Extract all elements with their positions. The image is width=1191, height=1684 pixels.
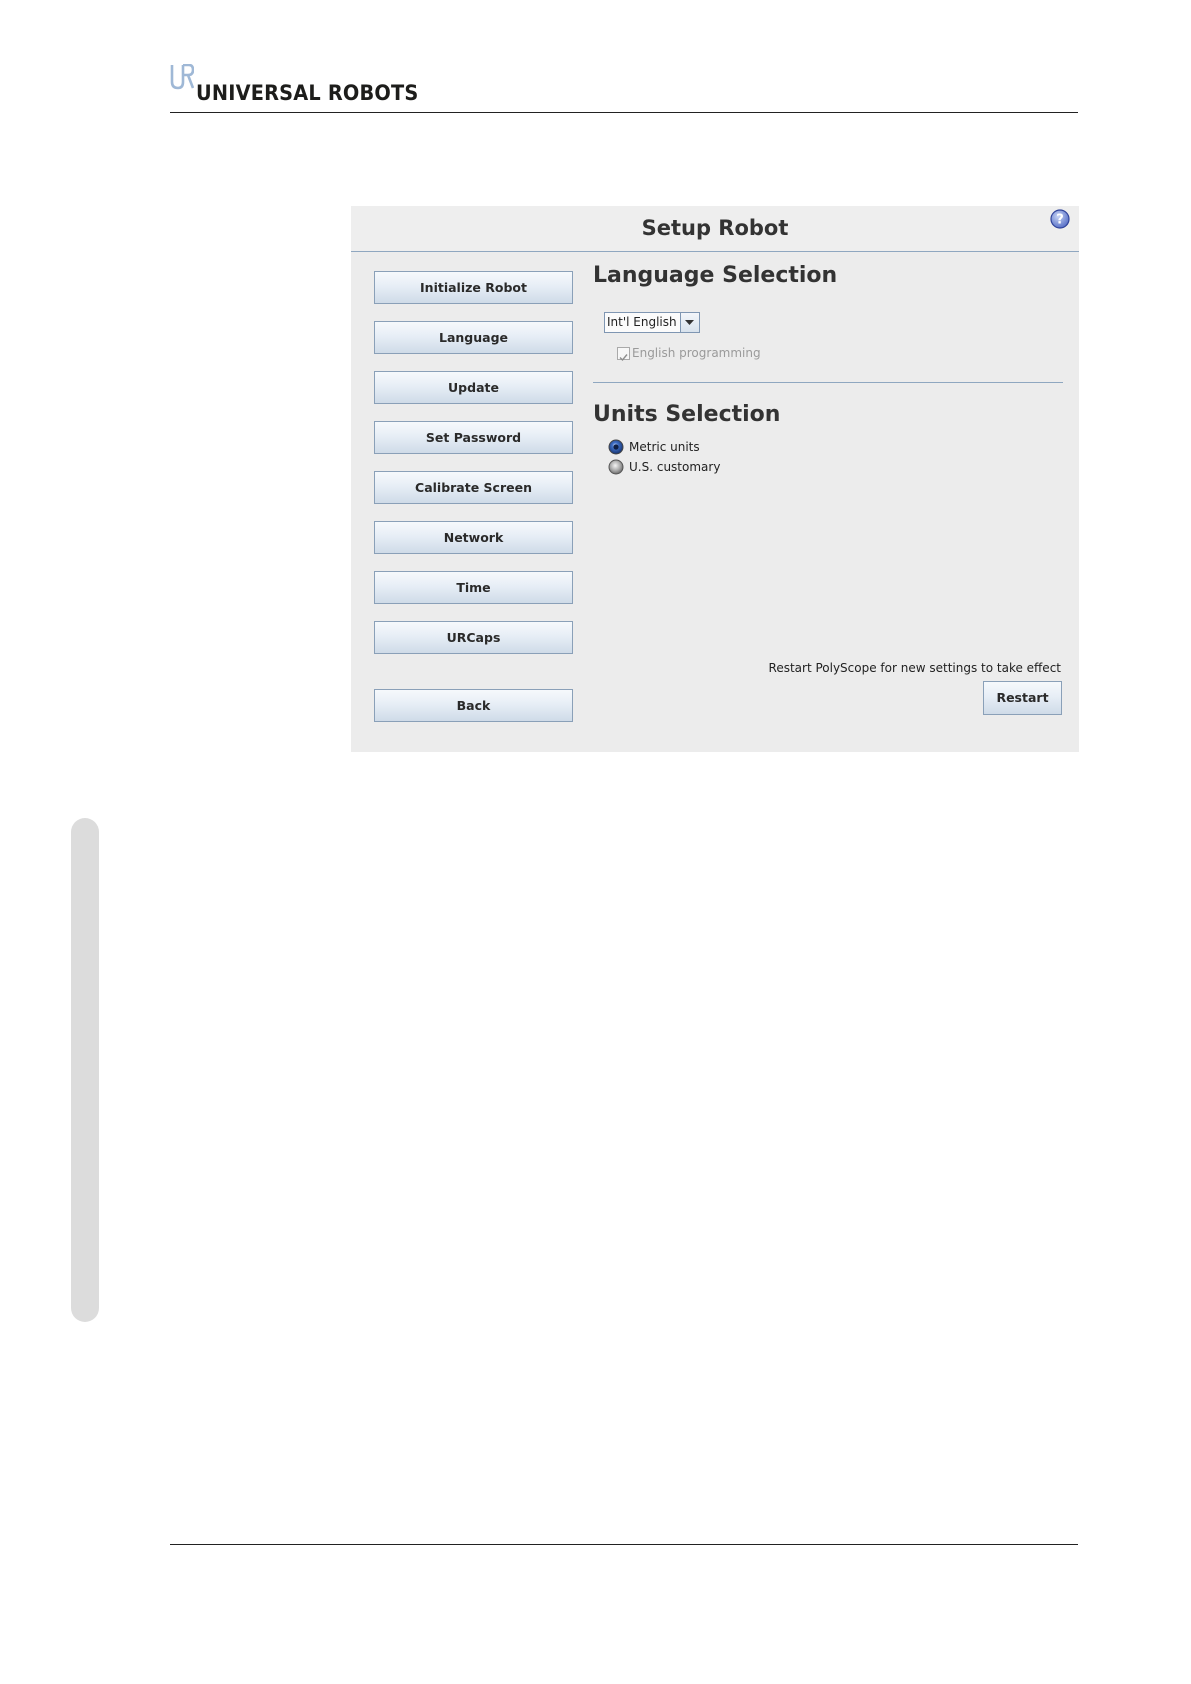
checkmark-icon <box>618 352 629 363</box>
back-button[interactable]: Back <box>374 689 573 722</box>
setup-robot-window <box>351 206 1079 752</box>
radio-unselected-icon[interactable] <box>608 459 624 475</box>
checkbox-box[interactable] <box>617 347 630 360</box>
nav-set-password-button[interactable]: Set Password <box>374 421 573 454</box>
nav-update-button[interactable]: Update <box>374 371 573 404</box>
radio-selected-icon[interactable] <box>608 439 624 455</box>
section-divider <box>593 382 1063 383</box>
footer-rule <box>170 1544 1078 1545</box>
nav-language-button[interactable]: Language <box>374 321 573 354</box>
svg-text:?: ? <box>1056 212 1064 228</box>
window-title: Setup Robot <box>641 216 789 240</box>
nav-network-button[interactable]: Network <box>374 521 573 554</box>
chapter-side-tab <box>71 818 99 1322</box>
nav-initialize-robot-button[interactable]: Initialize Robot <box>374 271 573 304</box>
units-section-title: Units Selection <box>593 402 781 427</box>
help-icon[interactable] <box>1050 209 1070 229</box>
restart-note: Restart PolyScope for new settings to take effect <box>768 661 1061 675</box>
ur-logo-icon <box>170 64 194 90</box>
nav-calibrate-screen-button[interactable]: Calibrate Screen <box>374 471 573 504</box>
brand-name: UNIVERSAL ROBOTS <box>196 81 419 105</box>
metric-units-label: Metric units <box>629 440 700 454</box>
english-programming-label: English programming <box>632 346 761 360</box>
restart-button[interactable]: Restart <box>983 681 1062 715</box>
chevron-down-icon <box>685 320 694 325</box>
language-section-title: Language Selection <box>593 263 838 288</box>
language-dropdown[interactable] <box>604 312 700 333</box>
language-dropdown-toggle[interactable] <box>680 313 699 332</box>
nav-urcaps-button[interactable]: URCaps <box>374 621 573 654</box>
language-dropdown-value: Int'l English <box>607 315 677 329</box>
window-header <box>351 206 1079 252</box>
nav-time-button[interactable]: Time <box>374 571 573 604</box>
us-customary-label: U.S. customary <box>629 460 721 474</box>
page-header <box>170 62 1078 113</box>
